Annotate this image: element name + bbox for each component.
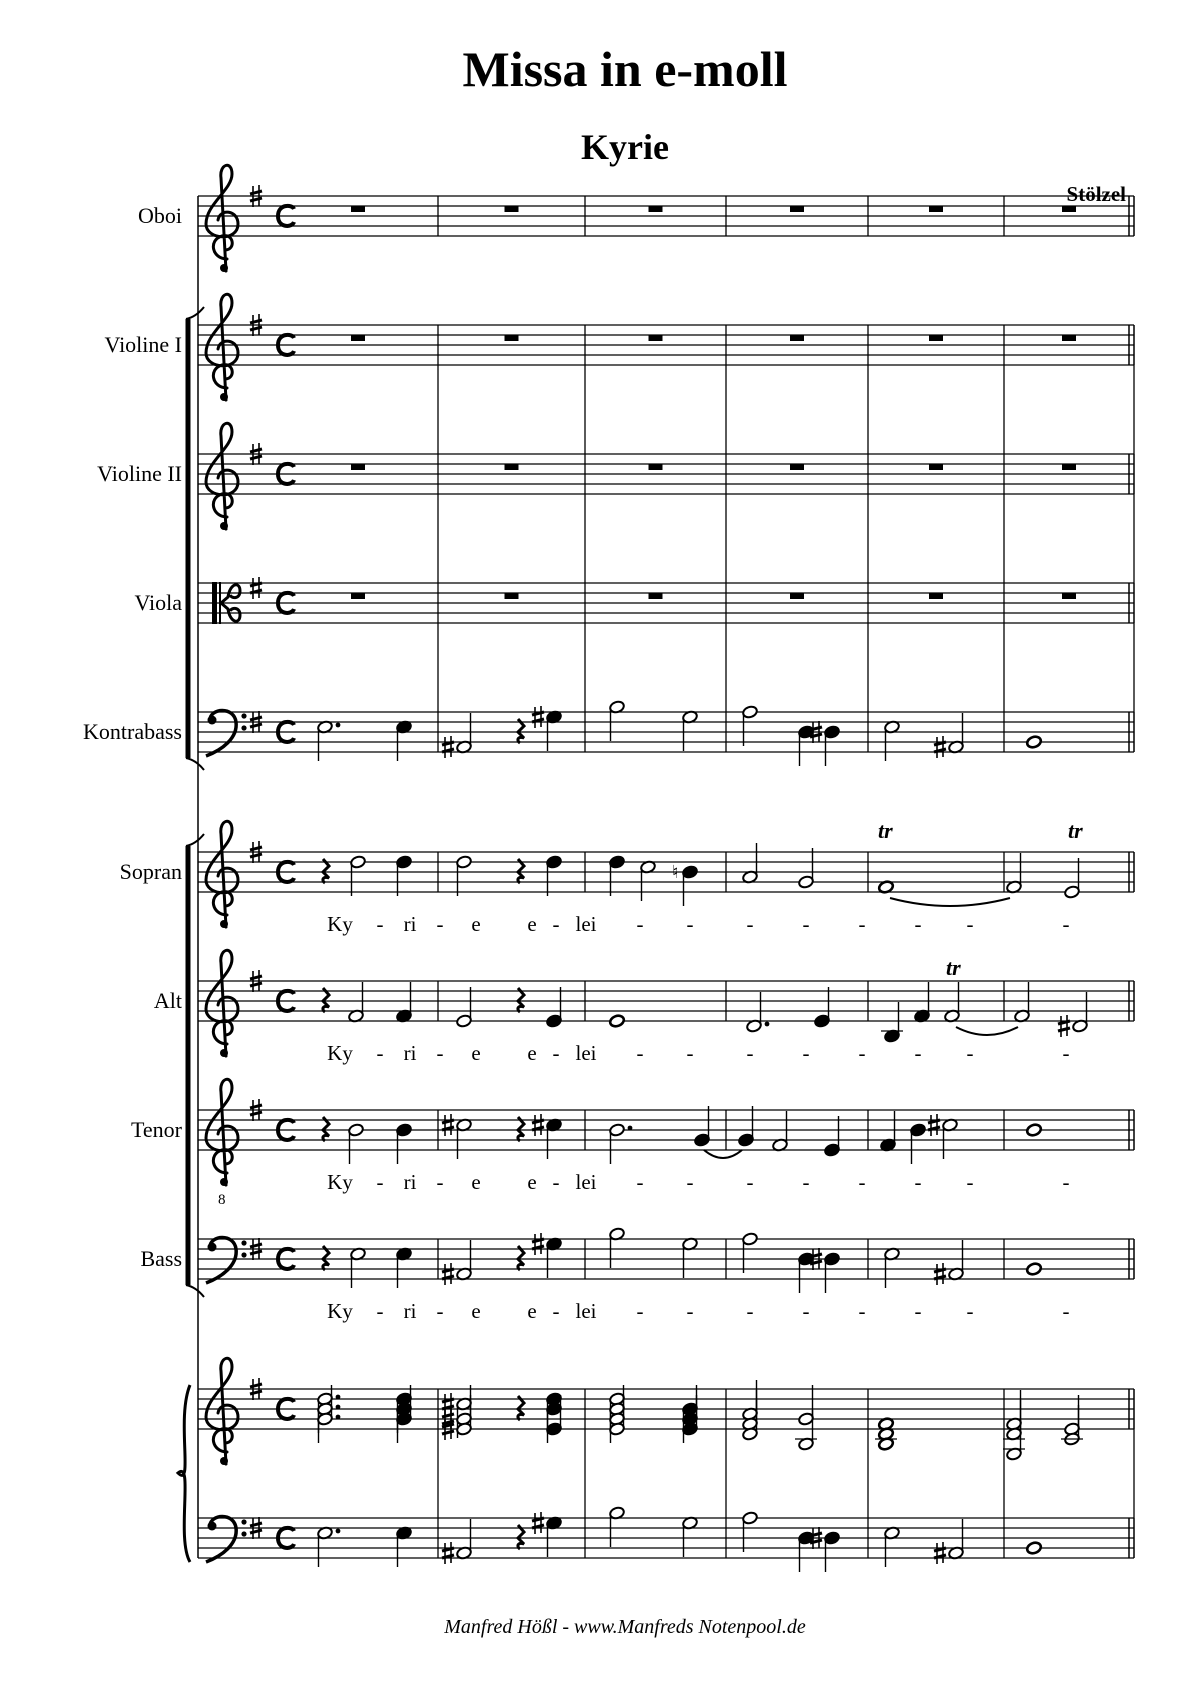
staff-violine-2 xyxy=(198,423,1134,530)
lyric-syllable: - xyxy=(552,1299,560,1323)
lyric-syllable: Ky xyxy=(327,912,353,936)
quarter-note xyxy=(810,1527,840,1572)
lyric-syllable: - xyxy=(552,912,560,936)
whole-rest-icon xyxy=(1062,206,1076,212)
bracket-hook xyxy=(186,307,204,319)
whole-rest-icon xyxy=(351,593,365,599)
lyric-syllable: e xyxy=(471,1170,481,1194)
quarter-note xyxy=(532,706,562,751)
tie xyxy=(704,1150,742,1158)
quarter-note xyxy=(546,855,563,896)
half-note xyxy=(682,1237,699,1278)
bracket-hook xyxy=(186,758,204,770)
whole-rest-icon xyxy=(929,206,943,212)
quarter-note xyxy=(396,1526,413,1567)
lyric-syllable: e xyxy=(471,1041,481,1065)
half-note xyxy=(742,843,759,884)
lyric-syllable: - xyxy=(436,1041,444,1065)
lyric-syllable: - xyxy=(376,1299,384,1323)
lyric-syllable: - xyxy=(686,1041,694,1065)
lyric-syllable: - xyxy=(914,1041,922,1065)
treble-clef-icon xyxy=(206,950,238,1057)
lyric-syllable: - xyxy=(1062,1041,1070,1065)
treble-clef-icon xyxy=(206,294,238,401)
whole-note xyxy=(1026,1262,1043,1276)
whole-rest-icon xyxy=(505,464,519,470)
lyric-syllable: - xyxy=(552,1170,560,1194)
quarter-note xyxy=(814,987,831,1028)
whole-rest-icon xyxy=(505,206,519,212)
bass-clef-icon xyxy=(206,1238,247,1284)
lyric-syllable: - xyxy=(636,1299,644,1323)
lyric-syllable: - xyxy=(436,912,444,936)
lyric-syllable: - xyxy=(746,912,754,936)
lyric-syllable: - xyxy=(802,912,810,936)
instrument-label-kontrabass: Kontrabass xyxy=(83,719,182,744)
staff-organ-left xyxy=(198,1517,1134,1563)
lyric-syllable: - xyxy=(636,1170,644,1194)
lyric-syllable: - xyxy=(746,1041,754,1065)
half-note xyxy=(884,1247,901,1288)
whole-rest-icon xyxy=(505,335,519,341)
treble-clef-icon xyxy=(206,1079,238,1208)
lyric-syllable: - xyxy=(686,1170,694,1194)
lyric-syllable: - xyxy=(636,1041,644,1065)
half-note xyxy=(350,855,367,896)
footer-credit: Manfred Hößl - www.Manfreds Notenpool.de xyxy=(444,1616,806,1638)
quarter-note xyxy=(824,1116,841,1157)
bracket-hook xyxy=(186,1285,204,1297)
score-title: Missa in e-moll xyxy=(462,41,788,97)
instrument-label-violine-1: Violine I xyxy=(104,332,182,357)
whole-rest-icon xyxy=(790,206,804,212)
lyric-syllable: ri xyxy=(403,1041,417,1065)
instrument-label-violine-2: Violine II xyxy=(97,461,182,486)
lyric-syllable: lei xyxy=(575,912,597,936)
lyric-syllable: - xyxy=(436,1170,444,1194)
lyric-syllable: Ky xyxy=(327,1299,353,1323)
whole-rest-icon xyxy=(351,464,365,470)
half-note xyxy=(742,705,759,746)
quarter-note xyxy=(532,1512,562,1557)
half-note xyxy=(442,1519,472,1564)
quarter-note xyxy=(396,855,413,896)
whole-rest-icon xyxy=(649,206,663,212)
quarter-note xyxy=(546,987,563,1028)
octave-8-mark: 8 xyxy=(218,1192,226,1208)
half-note xyxy=(609,1506,626,1547)
instrument-label-bass: Bass xyxy=(140,1246,182,1271)
half-note xyxy=(350,1247,367,1288)
half-note xyxy=(934,713,964,758)
lyric-syllable: - xyxy=(1062,912,1070,936)
whole-rest-icon xyxy=(351,206,365,212)
whole-rest-icon xyxy=(1062,593,1076,599)
quarter-note xyxy=(910,1123,927,1164)
half-note xyxy=(746,992,770,1033)
lyric-syllable: lei xyxy=(575,1299,597,1323)
half-note xyxy=(1014,982,1031,1023)
whole-rest-icon xyxy=(649,464,663,470)
quarter-note xyxy=(880,1111,897,1152)
whole-note xyxy=(609,1014,626,1028)
lyric-syllable: - xyxy=(858,1041,866,1065)
composer-name: Stölzel xyxy=(1066,182,1126,206)
trill-mark: tr xyxy=(946,955,961,980)
lyric-syllable: - xyxy=(858,1170,866,1194)
lyric-syllable: Ky xyxy=(327,1170,353,1194)
lyric-syllable: - xyxy=(802,1041,810,1065)
piano-brace xyxy=(178,1385,190,1562)
lyric-syllable: lei xyxy=(575,1170,597,1194)
instrument-label-viola: Viola xyxy=(134,590,182,615)
whole-rest-icon xyxy=(790,464,804,470)
staff-organ-right xyxy=(198,1358,1134,1465)
half-note xyxy=(928,1114,958,1159)
lyric-syllable: ri xyxy=(403,1299,417,1323)
quarter-note xyxy=(694,1106,711,1147)
whole-rest-icon xyxy=(351,335,365,341)
whole-note xyxy=(1026,735,1043,749)
half-note xyxy=(944,982,961,1023)
half-note xyxy=(682,710,699,751)
quarter-note xyxy=(396,982,413,1023)
lyric-syllable: - xyxy=(966,912,974,936)
quarter-note xyxy=(914,982,931,1023)
staff-oboi xyxy=(198,165,1134,272)
half-note xyxy=(442,1114,472,1159)
lyric-syllable: lei xyxy=(575,1041,597,1065)
lyric-syllable: - xyxy=(376,1041,384,1065)
half-note xyxy=(456,855,473,896)
lyric-syllable: - xyxy=(914,1170,922,1194)
trill-mark: tr xyxy=(878,818,893,843)
lyric-syllable: e xyxy=(527,1041,537,1065)
instrument-label-sopran: Sopran xyxy=(119,859,182,884)
tie xyxy=(890,898,1010,906)
half-note xyxy=(348,982,365,1023)
half-note xyxy=(456,987,473,1028)
half-note xyxy=(317,720,341,761)
quarter-note xyxy=(532,1114,562,1159)
staff-violine-1 xyxy=(198,294,1134,401)
lyric-syllable: - xyxy=(746,1299,754,1323)
whole-rest-icon xyxy=(649,335,663,341)
half-note xyxy=(742,1232,759,1273)
whole-note xyxy=(1026,1123,1043,1137)
half-note xyxy=(609,700,626,741)
lyric-syllable: - xyxy=(552,1041,560,1065)
quarter-note xyxy=(738,1106,755,1147)
whole-rest-icon xyxy=(929,335,943,341)
whole-rest-icon xyxy=(929,464,943,470)
half-note xyxy=(772,1111,789,1152)
lyric-syllable: - xyxy=(966,1299,974,1323)
instrument-label-alt: Alt xyxy=(153,988,182,1013)
key-sharp-icon xyxy=(250,577,262,599)
quarter-note xyxy=(532,1233,562,1278)
half-note xyxy=(742,1511,759,1552)
lyric-syllable: e xyxy=(527,912,537,936)
lyric-syllable: - xyxy=(436,1299,444,1323)
half-note xyxy=(798,848,815,889)
lyric-syllable: - xyxy=(686,1299,694,1323)
half-note xyxy=(609,1227,626,1268)
half-note xyxy=(884,720,901,761)
half-note xyxy=(682,1516,699,1557)
whole-rest-icon xyxy=(1062,464,1076,470)
lyric-syllable: - xyxy=(636,912,644,936)
bass-clef-icon xyxy=(206,1517,247,1563)
lyric-syllable: - xyxy=(802,1299,810,1323)
lyric-syllable: - xyxy=(1062,1299,1070,1323)
staff-bass xyxy=(198,1238,1134,1284)
lyric-syllable: - xyxy=(802,1170,810,1194)
staff-viola xyxy=(198,577,1134,624)
half-note xyxy=(317,1526,341,1567)
half-note xyxy=(442,1240,472,1285)
lyric-syllable: - xyxy=(966,1170,974,1194)
trill-mark: tr xyxy=(1068,818,1083,843)
lyric-syllable: e xyxy=(471,1299,481,1323)
half-note xyxy=(1006,853,1023,894)
quarter-note xyxy=(881,1002,903,1043)
half-note xyxy=(1064,858,1081,899)
lyric-syllable: - xyxy=(966,1041,974,1065)
half-note xyxy=(442,713,472,758)
lyric-syllable: ri xyxy=(403,912,417,936)
whole-rest-icon xyxy=(505,593,519,599)
lyric-syllable: - xyxy=(1062,1170,1070,1194)
lyric-syllable: e xyxy=(471,912,481,936)
lyric-syllable: - xyxy=(376,912,384,936)
whole-note xyxy=(1026,1541,1043,1555)
lyric-syllable: - xyxy=(686,912,694,936)
whole-rest-icon xyxy=(649,593,663,599)
quarter-note xyxy=(810,1248,840,1293)
bass-clef-icon xyxy=(206,711,247,757)
lyric-syllable: - xyxy=(746,1170,754,1194)
half-note xyxy=(640,860,657,901)
quarter-note xyxy=(396,720,413,761)
treble-clef-icon xyxy=(206,165,238,272)
bracket-hook xyxy=(186,834,204,846)
quarter-note xyxy=(396,1123,413,1164)
half-note xyxy=(934,1240,964,1285)
quarter-note xyxy=(609,855,626,896)
half-note xyxy=(884,1526,901,1567)
whole-rest-icon xyxy=(929,593,943,599)
lyric-syllable: - xyxy=(914,1299,922,1323)
treble-clef-icon xyxy=(206,1358,238,1465)
whole-rest-icon xyxy=(1062,335,1076,341)
quarter-note xyxy=(396,1247,413,1288)
whole-rest-icon xyxy=(790,593,804,599)
quarter-note xyxy=(810,721,840,766)
lyric-syllable: - xyxy=(858,1299,866,1323)
treble-clef-icon xyxy=(206,423,238,530)
quarter-note xyxy=(672,862,698,906)
half-note xyxy=(934,1519,964,1564)
whole-rest-icon xyxy=(790,335,804,341)
staff-kontrabass xyxy=(198,711,1134,757)
lyric-syllable: e xyxy=(527,1299,537,1323)
treble-clef-icon xyxy=(206,821,238,928)
movement-title: Kyrie xyxy=(581,127,669,167)
instrument-label-oboi: Oboi xyxy=(138,203,182,228)
lyric-syllable: - xyxy=(376,1170,384,1194)
instrument-label-tenor: Tenor xyxy=(131,1117,182,1142)
half-note xyxy=(609,1123,633,1164)
svg-text:♮: ♮ xyxy=(672,862,679,882)
half-note xyxy=(1058,992,1088,1037)
lyric-syllable: - xyxy=(914,912,922,936)
lyric-syllable: Ky xyxy=(327,1041,353,1065)
lyric-syllable: e xyxy=(527,1170,537,1194)
lyric-syllable: - xyxy=(858,912,866,936)
whole-note xyxy=(875,1437,897,1451)
lyric-syllable: ri xyxy=(403,1170,417,1194)
tie xyxy=(956,1027,1018,1035)
half-note xyxy=(348,1123,365,1164)
